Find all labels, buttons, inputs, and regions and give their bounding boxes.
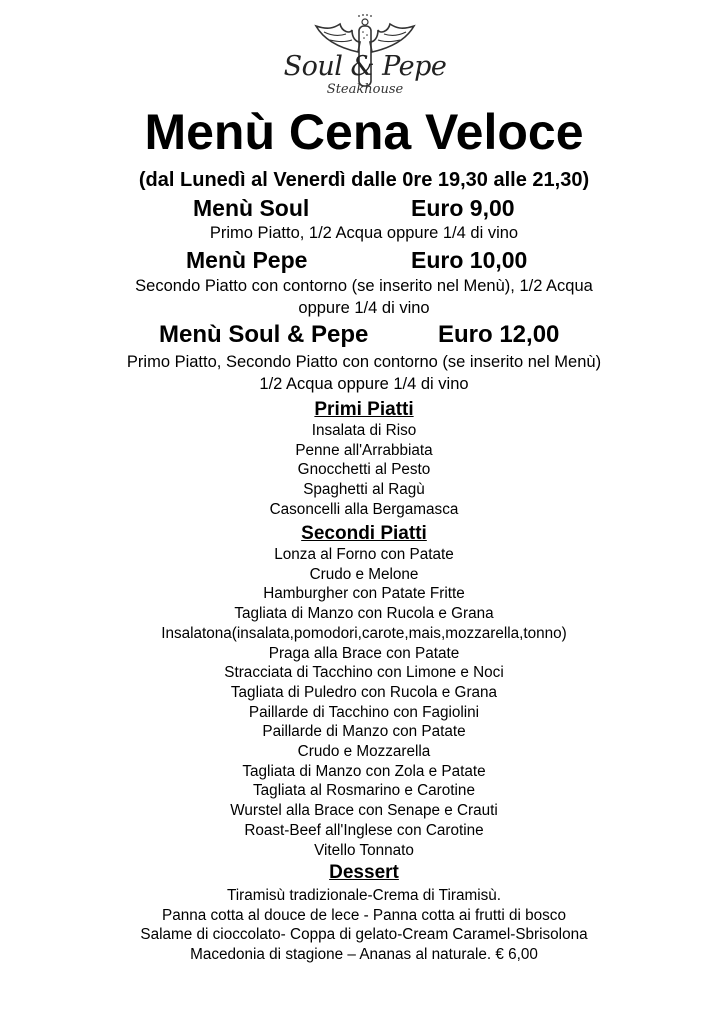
primi-list	[0, 421, 728, 520]
offer-price-soul: Euro 9,00	[411, 195, 515, 221]
list-item: Tagliata di Manzo con Zola e Patate	[242, 762, 486, 780]
list-item: Tiramisù tradizionale-Crema di Tiramisù.	[227, 887, 501, 904]
opening-hours: (dal Lunedì al Venerdì dalle 0re 19,30 alle 21,30)	[138, 169, 590, 191]
list-item: Crudo e Mozzarella	[297, 743, 431, 761]
logo-subtitle: Steakhouse	[326, 82, 404, 97]
list-item: Vitello Tonnato	[314, 841, 414, 859]
offer-description-soul: Primo Piatto, 1/2 Acqua oppure 1/4 di vino	[209, 224, 519, 242]
list-item: Stracciata di Tacchino con Limone e Noci	[224, 664, 504, 682]
list-item: Insalata di Riso	[311, 422, 417, 439]
offer-description-soul-pepe-line1: Primo Piatto, Secondo Piatto con contorno (se inserito nel Menù)	[126, 353, 602, 371]
list-item: Macedonia di stagione – Ananas al naturale. € 6,00	[190, 946, 538, 964]
restaurant-logo	[280, 12, 450, 100]
offer-description-pepe-line1: Secondo Piatto con contorno (se inserito nel Menù), 1/2 Acqua	[135, 277, 593, 295]
offer-description-pepe-line2: oppure 1/4 di vino	[298, 299, 430, 317]
list-item: Paillarde di Tacchino con Fagiolini	[248, 703, 480, 721]
list-item: Wurstel alla Brace con Senape e Crauti	[230, 802, 498, 820]
offer-price-soul-pepe: Euro 12,00	[438, 321, 560, 348]
section-heading-dessert: Dessert	[329, 862, 399, 883]
list-item: Panna cotta al douce de lece - Panna cotta ai frutti di bosco	[162, 906, 566, 924]
list-item: Tagliata di Puledro con Rucola e Grana	[230, 683, 498, 701]
list-item: Penne all'Arrabbiata	[295, 441, 433, 459]
offer-name-soul-pepe: Menù Soul & Pepe	[159, 321, 369, 348]
list-item: Roast-Beef all'Inglese con Carotine	[244, 821, 484, 839]
offer-price-pepe: Euro 10,00	[411, 247, 528, 273]
list-item: Spaghetti al Ragù	[303, 481, 425, 499]
list-item: Tagliata al Rosmarino e Carotine	[253, 782, 475, 800]
list-item: Praga alla Brace con Patate	[268, 644, 460, 662]
section-heading-primi: Primi Piatti	[314, 399, 414, 420]
list-item: Salame di cioccolato- Coppa di gelato-Cream Caramel-Sbrisolona	[140, 926, 588, 944]
list-item: Gnocchetti al Pesto	[297, 461, 431, 479]
list-item: Lonza al Forno con Patate	[274, 546, 454, 563]
list-item: Paillarde di Manzo con Patate	[262, 723, 466, 741]
secondi-list	[0, 545, 728, 860]
list-item: Insalatona(insalata,pomodori,carote,mais,mozzarella,tonno)	[161, 624, 567, 642]
offer-description-soul-pepe-line2: 1/2 Acqua oppure 1/4 di vino	[259, 375, 469, 393]
dessert-list	[0, 886, 728, 965]
list-item: Hamburgher con Patate Fritte	[263, 585, 465, 603]
list-item: Crudo e Melone	[309, 565, 419, 583]
section-heading-secondi: Secondi Piatti	[301, 523, 427, 544]
list-item: Tagliata di Manzo con Rucola e Grana	[234, 605, 494, 623]
list-item: Casoncelli alla Bergamasca	[269, 500, 459, 518]
page-title: Menù Cena Veloce	[144, 104, 584, 160]
logo-brand-name: Soul & Pepe	[283, 51, 447, 82]
offer-name-soul: Menù Soul	[193, 195, 310, 221]
offer-name-pepe: Menù Pepe	[186, 247, 308, 273]
